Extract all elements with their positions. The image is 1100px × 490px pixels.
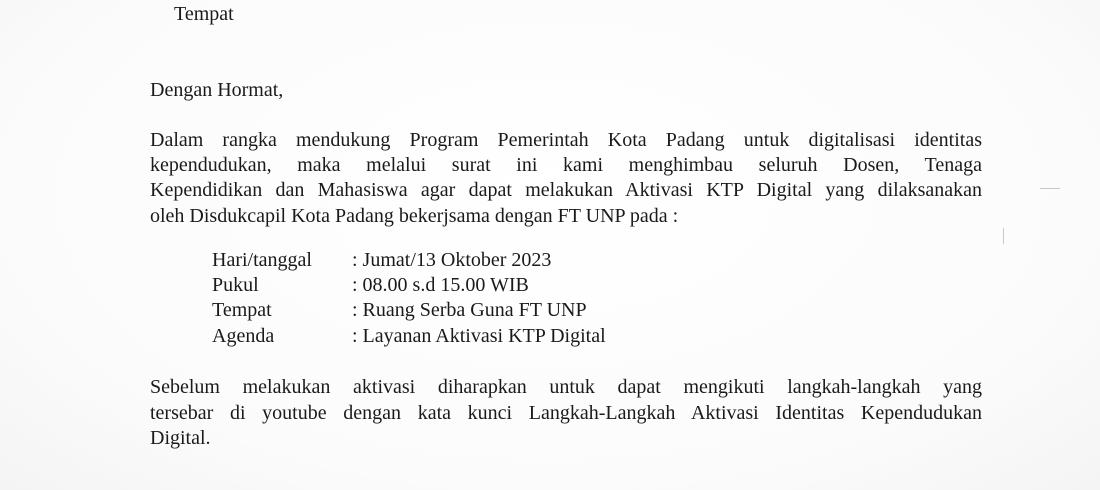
detail-value: : Layanan Aktivasi KTP Digital bbox=[352, 325, 606, 347]
intro-line: oleh Disdukcapil Kota Padang bekerjsama dengan FT UNP pada : bbox=[150, 205, 679, 227]
scan-artifact bbox=[1003, 228, 1004, 244]
intro-line: kependudukan, maka melalui surat ini kami menghimbau seluruh Dosen, Tenaga bbox=[150, 154, 982, 176]
detail-row-time bbox=[212, 275, 529, 295]
closing-line: Digital. bbox=[150, 427, 211, 449]
detail-label: Tempat bbox=[212, 299, 272, 321]
detail-label: Pukul bbox=[212, 274, 259, 296]
detail-label: Hari/tanggal bbox=[212, 249, 312, 271]
intro-line: Kependidikan dan Mahasiswa agar dapat melakukan Aktivasi KTP Digital yang dilaksanakan bbox=[150, 179, 982, 201]
detail-value: : Jumat/13 Oktober 2023 bbox=[352, 249, 552, 271]
closing-line: Sebelum melakukan aktivasi diharapkan untuk dapat mengikuti langkah-langkah yang bbox=[150, 376, 982, 398]
detail-row-date bbox=[212, 250, 551, 270]
scan-artifact bbox=[1040, 188, 1060, 189]
detail-label: Agenda bbox=[212, 325, 275, 347]
salutation: Dengan Hormat, bbox=[150, 79, 284, 101]
intro-line: Dalam rangka mendukung Program Pemerintah Kota Padang untuk digitalisasi identitas bbox=[150, 129, 982, 151]
detail-value: : 08.00 s.d 15.00 WIB bbox=[352, 274, 529, 296]
recipient-place: Tempat bbox=[174, 3, 234, 25]
detail-value: : Ruang Serba Guna FT UNP bbox=[352, 299, 587, 321]
detail-row-place bbox=[212, 300, 587, 320]
closing-line: tersebar di youtube dengan kata kunci Langkah-Langkah Aktivasi Identitas Kependudukan bbox=[150, 402, 982, 424]
detail-row-agenda bbox=[212, 326, 606, 346]
